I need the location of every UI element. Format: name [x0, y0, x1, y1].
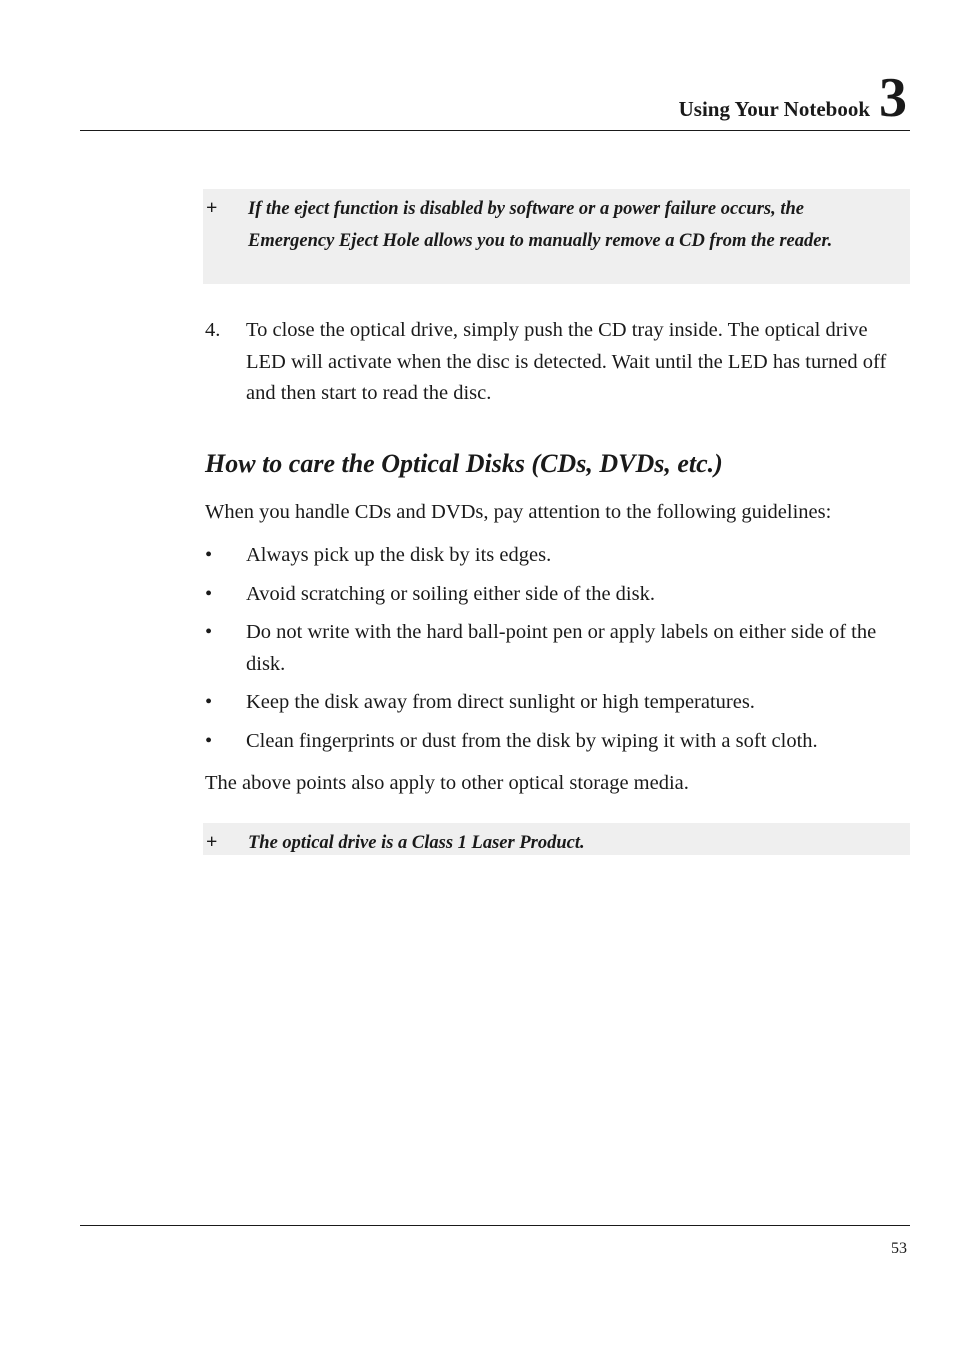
header-title: Using Your Notebook: [678, 97, 870, 121]
bullet-icon: •: [205, 691, 213, 713]
step-item: [205, 315, 910, 410]
plus-icon: +: [206, 197, 218, 219]
list-item: [205, 540, 910, 572]
list-item-text: Keep the disk away from direct sunlight or high temperatures.: [246, 691, 755, 713]
chapter-number: 3: [879, 67, 907, 129]
bullet-icon: •: [205, 621, 213, 643]
bullet-icon: •: [205, 582, 213, 605]
list-item-text: Do not write with the hard ball-point pen or apply labels on either side of the disk.: [246, 621, 877, 675]
plus-icon: +: [206, 831, 218, 853]
list-item: [205, 617, 910, 680]
footer-divider: [80, 1225, 910, 1226]
bullet-icon: •: [205, 729, 213, 752]
list-item-text: Avoid scratching or soiling either side of the disk.: [246, 582, 655, 605]
guidelines-list: [205, 540, 910, 764]
note-box-laser: [203, 823, 910, 855]
step-number: 4.: [205, 319, 221, 341]
list-item-text: Always pick up the disk by its edges.: [246, 544, 552, 566]
note-text: The optical drive is a Class 1 Laser Product.: [248, 833, 585, 853]
step-text: To close the optical drive, simply push the CD tray inside. The optical drive LED will activate when the disc is detected. Wait until the LED has turned off and then start to read the disc.: [246, 319, 887, 404]
closing-paragraph: The above points also apply to other optical storage media.: [205, 772, 689, 794]
list-item: [205, 687, 910, 719]
bullet-icon: •: [205, 544, 213, 566]
note-box-eject: [203, 189, 910, 284]
page-number: 53: [891, 1240, 907, 1257]
page-header: [80, 66, 910, 131]
list-item-text: Clean fingerprints or dust from the disk by wiping it with a soft cloth.: [246, 729, 818, 752]
note-text: If the eject function is disabled by software or a power failure occurs, the Emergency Eject Hole allows you to manually remove a CD from the reader.: [248, 199, 833, 251]
section-heading: How to care the Optical Disks (CDs, DVDs, etc.): [205, 449, 723, 478]
intro-paragraph: When you handle CDs and DVDs, pay attention to the following guidelines:: [205, 501, 832, 523]
list-item: [205, 579, 910, 611]
list-item: [205, 726, 910, 758]
